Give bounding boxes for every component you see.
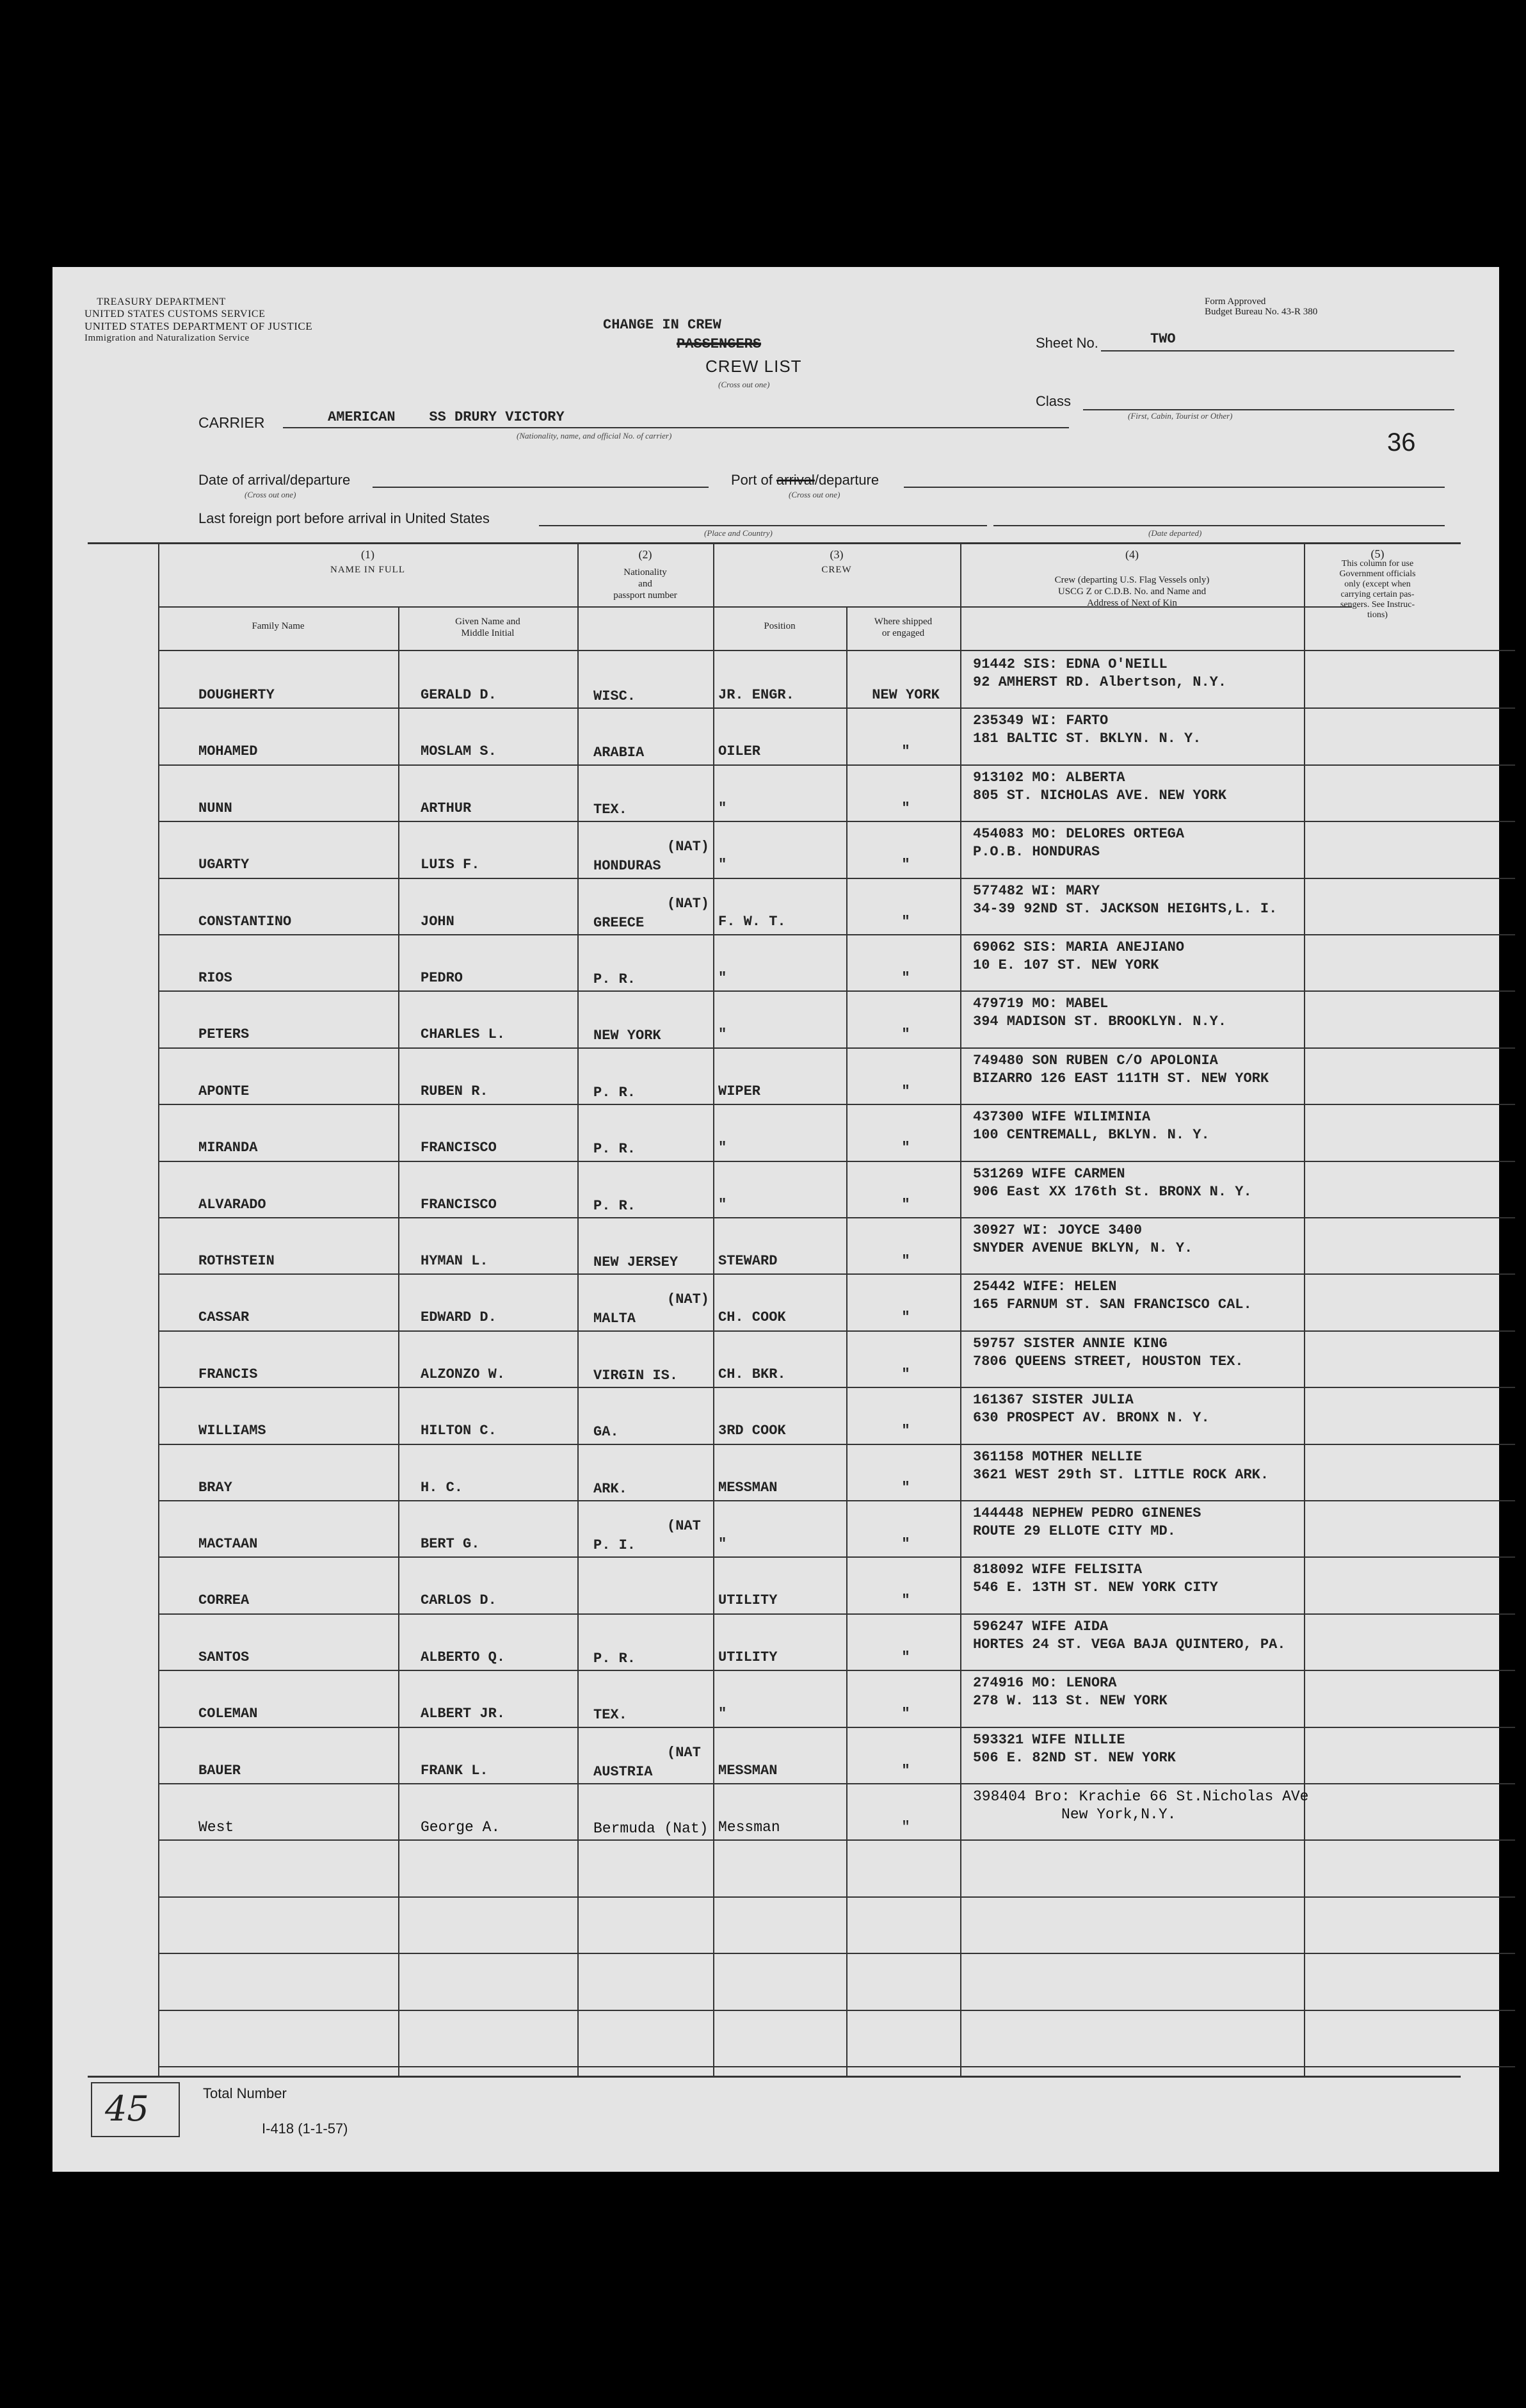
table-row [52,821,1499,877]
given-name: ALBERTO Q. [421,1649,506,1665]
col1b-header [398,616,577,639]
col3-title: CREW [821,565,852,575]
nationality-note: (NAT [667,1744,701,1761]
next-of-kin-line1: 398404 Bro: Krachie 66 St.Nicholas AVe [973,1788,1309,1805]
next-of-kin-line1: 913102 MO: ALBERTA [973,769,1125,786]
total-box [91,2082,180,2137]
total-label: Total Number [203,2085,287,2101]
given-name: FRANCISCO [421,1196,497,1213]
page-number: 36 [1387,428,1416,457]
next-of-kin-line2: 506 E. 82ND ST. NEW YORK [973,1749,1176,1766]
col3b-line1: Where shipped [874,617,933,627]
date-note: (Cross out one) [245,490,296,499]
next-of-kin-line2: HORTES 24 ST. VEGA BAJA QUINTERO, PA. [973,1636,1286,1652]
where-shipped: " [901,1819,910,1836]
next-of-kin-line1: 577482 WI: MARY [973,882,1100,899]
next-of-kin-line2: 906 East XX 176th St. BRONX N. Y. [973,1183,1252,1200]
table-row [52,1727,1499,1783]
carrier-label: CARRIER [198,414,265,431]
family-name: CORREA [198,1592,250,1609]
next-of-kin-line1: 235349 WI: FARTO [973,713,1109,729]
form-title-crew-list: CREW LIST [705,357,802,376]
family-name: MACTAAN [198,1536,258,1552]
given-name: RUBEN R. [421,1083,488,1099]
form-number: I-418 (1-1-57) [262,2121,348,2137]
given-name: MOSLAM S. [421,743,497,760]
next-of-kin-line1: 531269 WIFE CARMEN [973,1165,1125,1182]
col5-line3: only (except when [1344,579,1411,589]
class-label: Class [1036,393,1072,409]
next-of-kin-line2: 278 W. 113 St. NEW YORK [973,1693,1168,1709]
nationality: Bermuda (Nat) [593,1820,709,1837]
port-label-post: /departure [814,472,879,488]
position: MESSMAN [718,1479,778,1496]
date-label: Date of arrival/departure [198,472,351,488]
where-shipped: NEW YORK [872,687,940,703]
next-of-kin-line2: 7806 QUEENS STREET, HOUSTON TEX. [973,1353,1244,1370]
table-row [52,878,1499,934]
col4-line1: Crew (departing U.S. Flag Vessels only) [1054,575,1210,585]
col1a-header: Family Name [252,621,305,631]
sheet-label: Sheet No. [1036,335,1098,351]
col4-number: (4) [1125,548,1139,561]
position: " [718,1140,727,1156]
col1-header [158,549,577,576]
family-name: BAUER [198,1762,241,1779]
where-shipped: " [901,1592,910,1609]
table-row [52,990,1499,1047]
col1b-line2: Middle Initial [461,628,515,638]
nationality-note: (NAT) [667,895,710,912]
next-of-kin-line2: 546 E. 13TH ST. NEW YORK CITY [973,1580,1218,1596]
given-name: LUIS F. [421,857,480,873]
position: OILER [718,743,761,760]
date-departed-underline [993,525,1445,526]
next-of-kin-line1: 596247 WIFE AIDA [973,1618,1109,1635]
next-of-kin-line2: BIZARRO 126 EAST 111TH ST. NEW YORK [973,1070,1269,1087]
family-name: BRAY [198,1479,232,1496]
given-name: JOHN [421,913,454,930]
date-departed-note: (Date departed) [1148,528,1202,538]
family-name: SANTOS [198,1649,250,1665]
position: WIPER [718,1083,761,1099]
last-port-label: Last foreign port before arrival in United States [198,510,490,526]
position: STEWARD [718,1253,778,1269]
col3b-header [846,616,960,639]
given-name: FRANK L. [421,1762,488,1779]
position: " [718,857,727,873]
family-name: CASSAR [198,1309,250,1326]
position: Messman [718,1819,780,1836]
family-name: COLEMAN [198,1706,258,1722]
position: " [718,970,727,986]
nationality: NEW JERSEY [593,1254,679,1270]
col1-title: NAME IN FULL [330,565,405,575]
agency-block [84,296,313,344]
position: " [718,1196,727,1213]
where-shipped: " [901,913,910,930]
nationality: NEW YORK [593,1028,661,1044]
col1-number: (1) [361,548,374,561]
table-row [52,1500,1499,1556]
next-of-kin-line1: 593321 WIFE NILLIE [973,1731,1125,1748]
table-row [52,1783,1499,1839]
position: CH. COOK [718,1309,786,1326]
where-shipped: " [901,1309,910,1326]
next-of-kin-line2: SNYDER AVENUE BKLYN, N. Y. [973,1240,1193,1256]
given-name: ALBERT JR. [421,1706,506,1722]
col5-line4: carrying certain pas- [1340,590,1415,599]
next-of-kin-line1: 749480 SON RUBEN C/O APOLONIA [973,1052,1218,1069]
family-name: FRANCIS [198,1366,258,1382]
next-of-kin-line2: 805 ST. NICHOLAS AVE. NEW YORK [973,787,1227,804]
family-name: ROTHSTEIN [198,1253,275,1269]
next-of-kin-line2: 3621 WEST 29th ST. LITTLE ROCK ARK. [973,1466,1269,1483]
next-of-kin-line1: 161367 SISTER JULIA [973,1392,1134,1409]
nationality-note: (NAT [667,1518,701,1534]
given-name: HILTON C. [421,1423,497,1439]
sheet-value: TWO [1150,331,1176,347]
next-of-kin-line2: New York,N.Y. [973,1806,1177,1823]
carrier-value: AMERICAN SS DRURY VICTORY [328,409,565,425]
table-row [52,1104,1499,1160]
next-of-kin-line1: 274916 MO: LENORA [973,1675,1117,1692]
next-of-kin-line2: 92 AMHERST RD. Albertson, N.Y. [973,674,1227,690]
where-shipped: " [901,1649,910,1665]
col5-number: (5) [1370,547,1385,560]
col5-line2: Government officials [1339,569,1416,579]
position: JR. ENGR. [718,687,794,703]
port-label-struck: arrival [776,472,815,488]
next-of-kin-line1: 30927 WI: JOYCE 3400 [973,1222,1143,1238]
form-title-struck: PASSENGERS [677,336,762,352]
family-name: NUNN [198,800,232,816]
col2-number: (2) [638,548,652,561]
family-name: UGARTY [198,857,250,873]
port-label-pre: Port of [731,472,776,488]
where-shipped: " [901,1366,910,1382]
given-name: GERALD D. [421,687,497,703]
col4-line2: USCG Z or C.D.B. No. and Name and [1057,586,1207,597]
next-of-kin-line1: 91442 SIS: EDNA O'NEILL [973,656,1168,672]
table-row [52,1613,1499,1670]
next-of-kin-line2: ROUTE 29 ELLOTE CITY MD. [973,1523,1176,1539]
family-name: WILLIAMS [198,1423,266,1439]
family-name: West [198,1819,234,1836]
given-name: ALZONZO W. [421,1366,506,1382]
table-row [52,1217,1499,1273]
nationality: TEX. [593,801,627,818]
table-row [52,1273,1499,1330]
table-row [52,1556,1499,1613]
where-shipped: " [901,970,910,986]
position: UTILITY [718,1649,778,1665]
table-top-border [88,542,1461,544]
table-bottom-border [88,2076,1461,2078]
position: " [718,1706,727,1722]
where-shipped: " [901,1479,910,1496]
next-of-kin-line2: P.O.B. HONDURAS [973,844,1100,861]
col3-header [713,549,960,576]
row-divider [158,2066,1515,2067]
carrier-underline [283,427,1069,428]
position: " [718,1026,727,1043]
next-of-kin-line1: 454083 MO: DELORES ORTEGA [973,826,1185,843]
form-title-note: (Cross out one) [718,380,770,389]
last-port-underline [539,525,987,526]
where-shipped: " [901,1536,910,1552]
crew-list-form [52,267,1499,2172]
col4-line3: Address of Next of Kin [1087,598,1177,608]
next-of-kin-line2: 10 E. 107 ST. NEW YORK [973,957,1159,973]
table-row [52,1444,1499,1500]
col5-header [1304,549,1451,620]
where-shipped: " [901,800,910,816]
sheet-underline [1101,350,1454,352]
next-of-kin-line1: 144448 NEPHEW PEDRO GINENES [973,1505,1201,1521]
given-name: FRANCISCO [421,1140,497,1156]
next-of-kin-line2: 100 CENTREMALL, BKLYN. N. Y. [973,1127,1210,1143]
col2-header [577,549,713,601]
nationality: P. I. [593,1537,636,1553]
where-shipped: " [901,1423,910,1439]
position: " [718,800,727,816]
table-row [52,651,1499,707]
where-shipped: " [901,1762,910,1779]
nationality: VIRGIN IS. [593,1367,679,1384]
next-of-kin-line2: 181 BALTIC ST. BKLYN. N. Y. [973,731,1201,747]
given-name: BERT G. [421,1536,480,1552]
budget-bureau: Budget Bureau No. 43-R 380 [1205,307,1318,317]
nationality: MALTA [593,1311,636,1327]
carrier-note: (Nationality, name, and official No. of carrier) [517,431,672,440]
class-note: (First, Cabin, Tourist or Other) [1128,411,1233,421]
next-of-kin-line1: 361158 MOTHER NELLIE [973,1448,1143,1465]
row-divider [158,1839,1515,1841]
col5-line6: tions) [1367,610,1388,620]
total-written: 45 [105,2089,149,2129]
where-shipped: " [901,1706,910,1722]
nationality: P. R. [593,1141,636,1158]
nationality: WISC. [593,688,636,704]
nationality: AUSTRIA [593,1763,653,1780]
position: F. W. T. [718,913,786,930]
nationality: GREECE [593,914,645,931]
agency-line-4: Immigration and Naturalization Service [84,333,250,343]
table-row [52,764,1499,821]
family-name: ALVARADO [198,1196,266,1213]
nationality: ARABIA [593,745,645,761]
where-shipped: " [901,743,910,760]
where-shipped: " [901,1253,910,1269]
next-of-kin-line1: 818092 WIFE FELISITA [973,1562,1143,1578]
next-of-kin-line2: 34-39 92ND ST. JACKSON HEIGHTS,L. I. [973,900,1278,917]
given-name: PEDRO [421,970,463,986]
family-name: MIRANDA [198,1140,258,1156]
table-row [52,707,1499,764]
date-underline [373,487,709,488]
table-row [52,1161,1499,1217]
agency-line-3: UNITED STATES DEPARTMENT OF JUSTICE [84,320,313,332]
agency-line-1: TREASURY DEPARTMENT [97,296,226,307]
next-of-kin-line1: 59757 SISTER ANNIE KING [973,1335,1168,1352]
table-row [52,1330,1499,1387]
table-row [52,1387,1499,1443]
form-approved: Form Approved [1205,296,1266,307]
nationality: HONDURAS [593,858,661,875]
given-name: CHARLES L. [421,1026,506,1043]
port-label [731,472,879,489]
where-shipped: " [901,1196,910,1213]
col4-header [960,549,1304,609]
nationality: P. R. [593,1197,636,1214]
col1b-line1: Given Name and [455,617,520,627]
position: " [718,1536,727,1552]
col2-line1: Nationality [623,567,667,578]
position: 3RD COOK [718,1423,786,1439]
place-note: (Place and Country) [704,528,773,538]
col3-number: (3) [830,548,844,561]
nationality: ARK. [593,1480,627,1497]
position: MESSMAN [718,1762,778,1779]
col5-line5: sengers. See Instruc- [1340,600,1415,610]
where-shipped: " [901,1083,910,1099]
form-title-change-in-crew: CHANGE IN CREW [603,317,721,333]
family-name: APONTE [198,1083,250,1099]
row-divider [158,1953,1515,1954]
nationality-note: (NAT) [667,1291,710,1308]
next-of-kin-line2: 394 MADISON ST. BROOKLYN. N.Y. [973,1014,1227,1030]
nationality: P. R. [593,971,636,987]
given-name: ARTHUR [421,800,472,816]
given-name: George A. [421,1819,501,1836]
next-of-kin-line2: 630 PROSPECT AV. BRONX N. Y. [973,1410,1210,1426]
where-shipped: " [901,857,910,873]
next-of-kin-line2: 165 FARNUM ST. SAN FRANCISCO CAL. [973,1297,1252,1313]
next-of-kin-line1: 479719 MO: MABEL [973,996,1109,1012]
table-row [52,934,1499,990]
given-name: EDWARD D. [421,1309,497,1326]
col5-line1: This column for use [1341,559,1414,569]
table-row [52,1047,1499,1104]
family-name: PETERS [198,1026,250,1043]
next-of-kin-line1: 437300 WIFE WILIMINIA [973,1109,1151,1126]
class-underline [1083,409,1454,410]
nationality: GA. [593,1424,619,1441]
port-note: (Cross out one) [789,490,840,499]
row-divider [158,1896,1515,1898]
family-name: MOHAMED [198,743,258,760]
where-shipped: " [901,1026,910,1043]
col2-line3: passport number [613,590,677,601]
nationality-note: (NAT) [667,839,710,855]
col2-line2: and [638,579,652,589]
family-name: CONSTANTINO [198,913,292,930]
next-of-kin-line1: 25442 WIFE: HELEN [973,1279,1117,1295]
agency-line-2: UNITED STATES CUSTOMS SERVICE [84,309,266,319]
where-shipped: " [901,1140,910,1156]
nationality: P. R. [593,1084,636,1101]
nationality: P. R. [593,1650,636,1667]
port-underline [904,487,1445,488]
col3b-line2: or engaged [881,628,925,638]
row-divider [158,2010,1515,2011]
table-row [52,1670,1499,1726]
family-name: DOUGHERTY [198,687,275,703]
next-of-kin-line1: 69062 SIS: MARIA ANEJIANO [973,939,1185,955]
given-name: CARLOS D. [421,1592,497,1609]
col3a-header: Position [764,621,796,631]
given-name: HYMAN L. [421,1253,488,1269]
family-name: RIOS [198,970,232,986]
given-name: H. C. [421,1479,463,1496]
position: CH. BKR. [718,1366,786,1382]
nationality: TEX. [593,1707,627,1724]
position: UTILITY [718,1592,778,1609]
